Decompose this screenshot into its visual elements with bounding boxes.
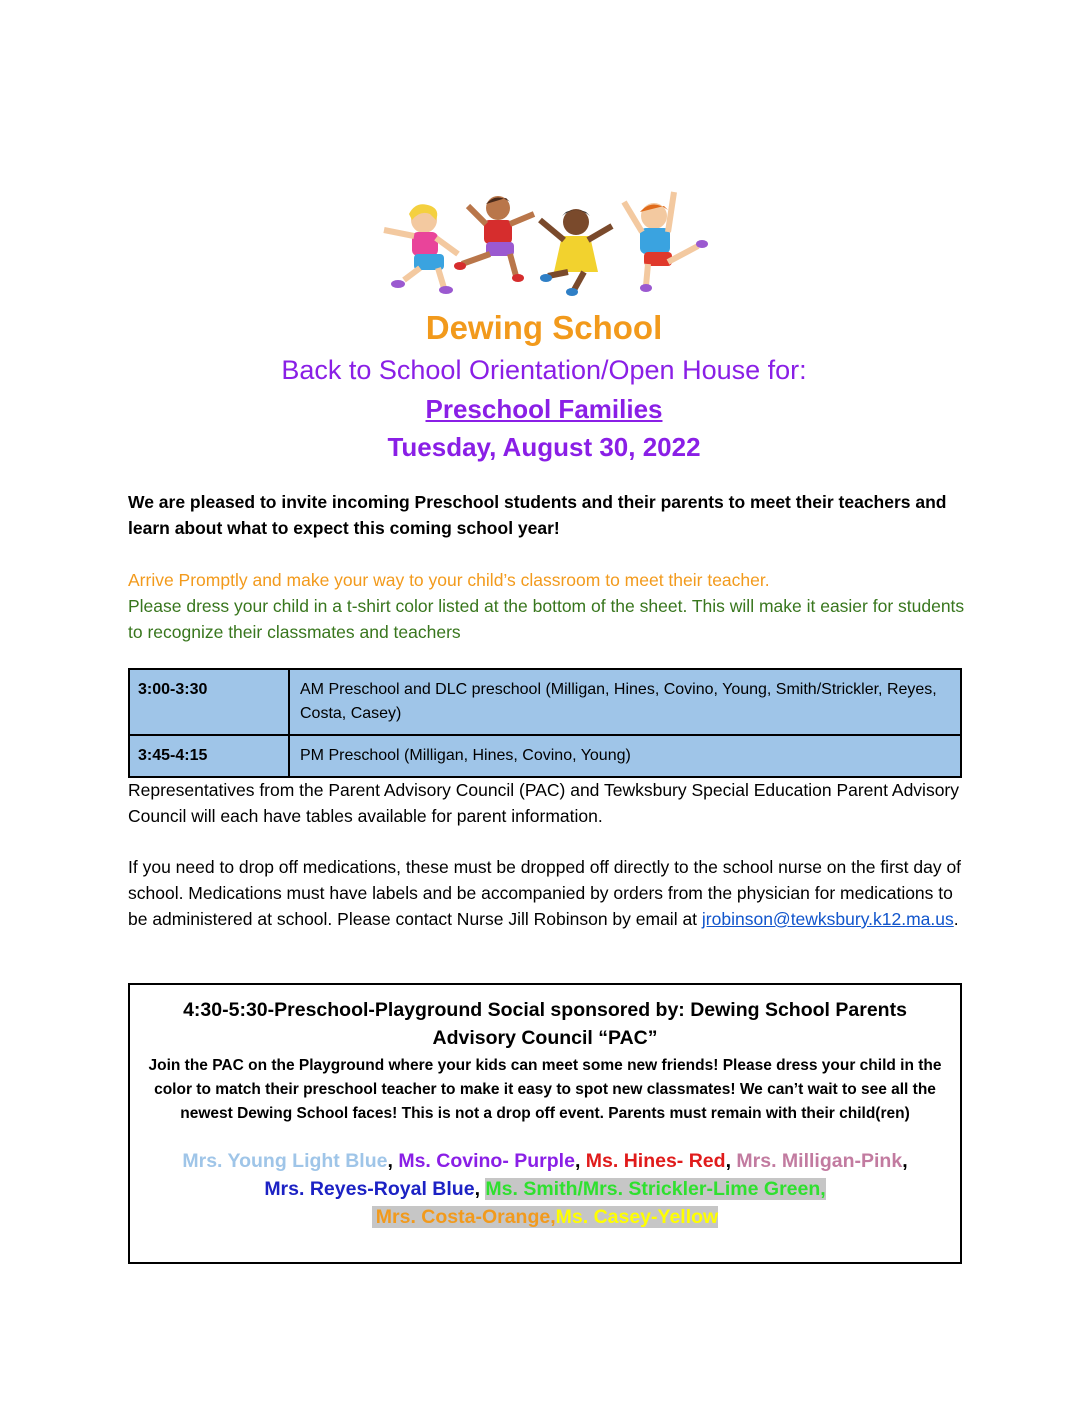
teacher-color: Ms. Hines- Red xyxy=(585,1150,726,1172)
pac-paragraph: Representatives from the Parent Advisory Council (PAC) and Tewksbury Special Education Parent Advisory Council will each have tables available for parent information. xyxy=(128,780,960,826)
child-figure xyxy=(454,196,534,282)
schedule-time: 3:45-4:15 xyxy=(129,735,289,777)
social-description: Join the PAC on the Playground where your kids can meet some new friends! Please dress your child in the color to match their preschool teacher to make it easy to spot new classmates! We can’t wait to see all the newest Dewing School faces! This is not a drop off event. Parents must remain with their child(ren) xyxy=(148,1057,942,1122)
intro-paragraph: We are pleased to invite incoming Preschool students and their parents to meet their teachers and learn about what to expect this coming school year! xyxy=(128,492,947,538)
teacher-color: Mrs. Costa-Orange, xyxy=(372,1206,556,1228)
teacher-color-list xyxy=(130,1147,960,1231)
separator: , xyxy=(725,1150,731,1172)
separator: , xyxy=(474,1178,480,1200)
dress-note: Please dress your child in a t-shirt color listed at the bottom of the sheet. This will make it easier for students to recognize their classmates and teachers xyxy=(128,596,965,642)
nurse-email-link[interactable]: jrobinson@tewksbury.k12.ma.us xyxy=(701,909,954,929)
social-heading: 4:30-5:30-Preschool-Playground Social sponsored by: Dewing School Parents Advisory Council “PAC” xyxy=(183,999,907,1049)
teacher-color-line xyxy=(130,1203,960,1231)
medication-period: . xyxy=(953,909,959,929)
table-row xyxy=(129,735,961,777)
schedule-description: PM Preschool (Milligan, Hines, Covino, Young) xyxy=(289,735,961,777)
medication-text: If you need to drop off medications, these must be dropped off directly to the school nurse on the first day of school. Medications must have labels and be accompanied by orders from the physician for medications to be administered at school. Please contact Nurse Jill Robinson by email at xyxy=(128,857,962,929)
medication-paragraph xyxy=(128,854,968,932)
school-title: Dewing School xyxy=(425,309,663,346)
separator: , xyxy=(574,1150,581,1172)
playground-social-box xyxy=(128,983,962,1264)
schedule-table xyxy=(128,668,962,778)
schedule-description: AM Preschool and DLC preschool (Milligan, Hines, Covino, Young, Smith/Strickler, Reyes, Costa, Casey) xyxy=(289,669,961,735)
teacher-color: Ms. Smith/Mrs. Strickler-Lime Green, xyxy=(485,1178,826,1200)
arrive-note: Arrive Promptly and make your way to your child’s classroom to meet their teacher. xyxy=(128,570,770,590)
teacher-color: Mrs. Milligan-Pink xyxy=(736,1150,903,1172)
child-figure xyxy=(384,204,458,294)
teacher-color: Mrs. Reyes-Royal Blue xyxy=(264,1178,475,1200)
event-date: Tuesday, August 30, 2022 xyxy=(387,432,701,462)
audience-heading: Preschool Families xyxy=(425,394,663,424)
separator: , xyxy=(387,1150,399,1172)
separator: , xyxy=(902,1150,908,1172)
table-row xyxy=(129,669,961,735)
schedule-time: 3:00-3:30 xyxy=(129,669,289,735)
teacher-color-line xyxy=(130,1147,960,1175)
teacher-color: Ms. Casey-Yellow xyxy=(555,1206,719,1228)
child-figure xyxy=(624,192,708,292)
child-figure xyxy=(540,209,612,296)
event-subtitle: Back to School Orientation/Open House for: xyxy=(281,355,807,385)
teacher-color-line xyxy=(130,1175,960,1203)
teacher-color: Ms. Covino- Purple xyxy=(398,1150,575,1172)
dancing-children-clipart xyxy=(376,180,712,296)
teacher-color: Mrs. Young Light Blue xyxy=(182,1150,388,1172)
